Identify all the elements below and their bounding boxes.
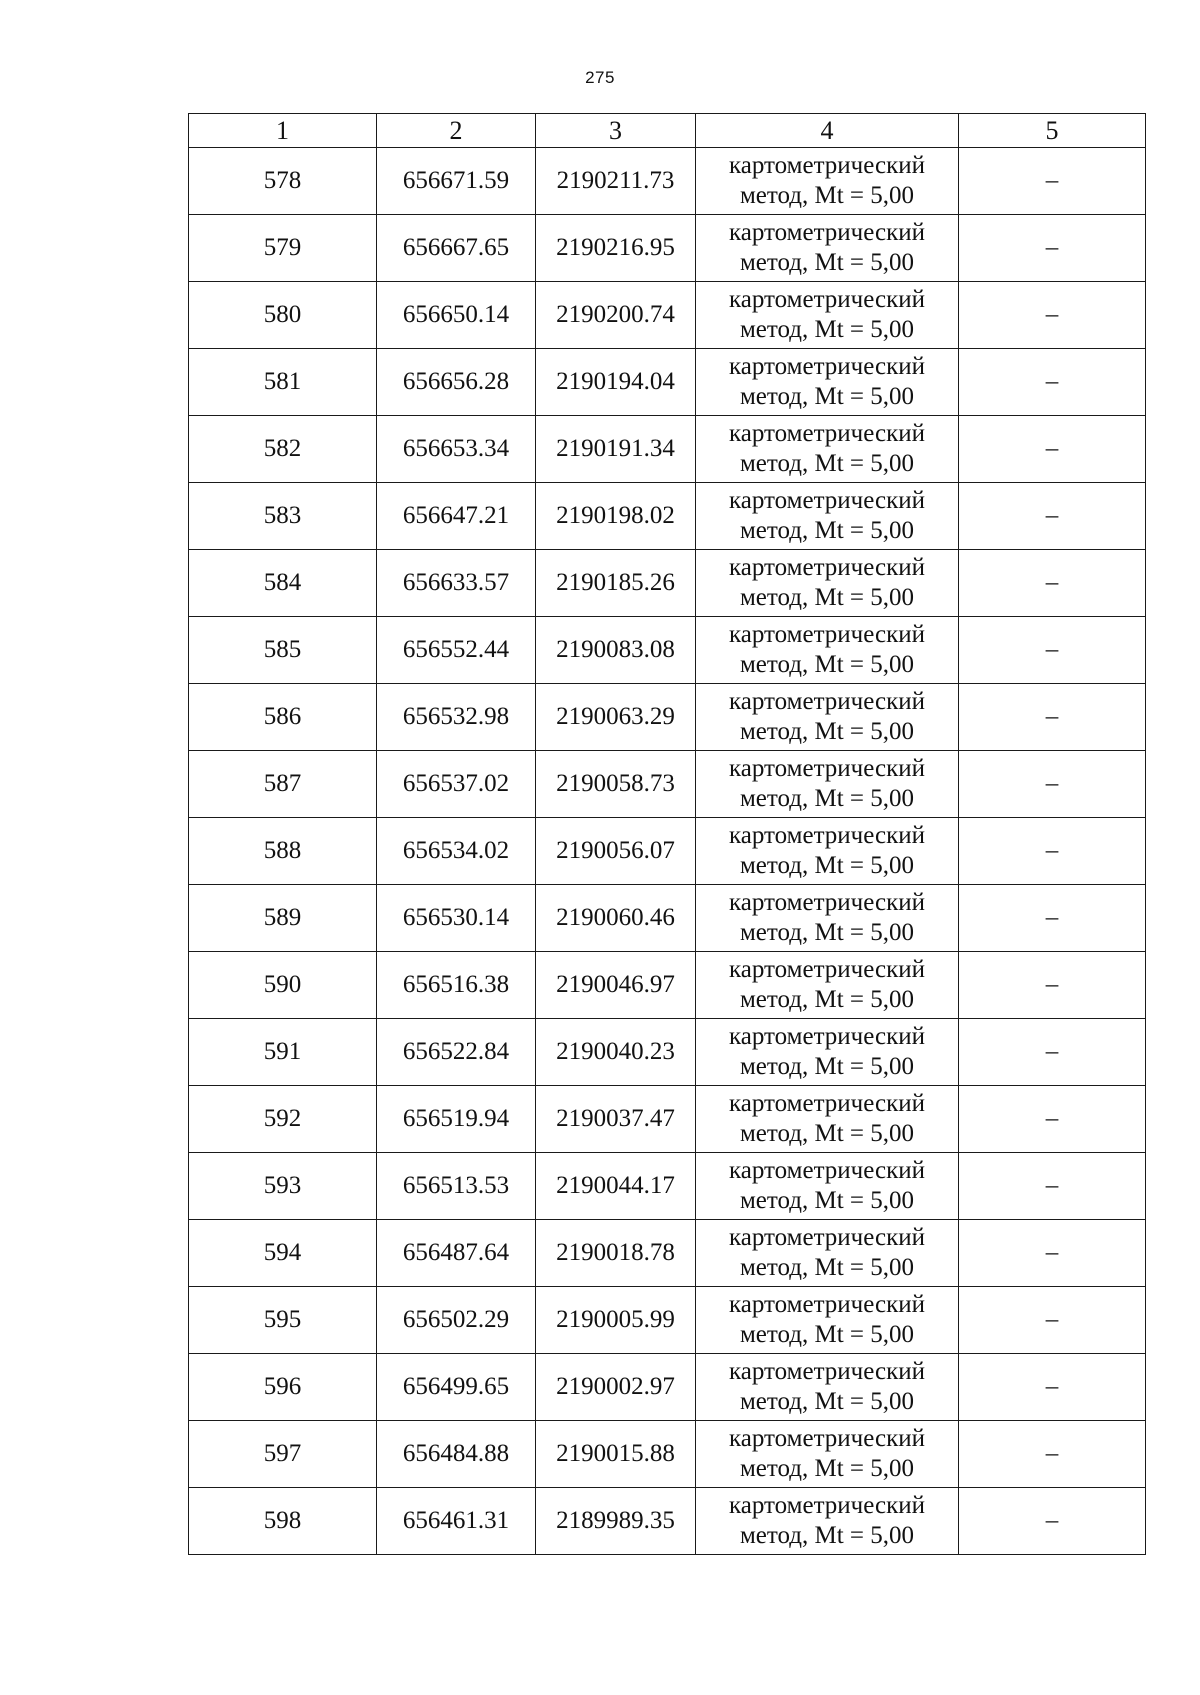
point-number-cell: 596 — [189, 1354, 377, 1421]
method-line-1: картометрический — [729, 487, 925, 514]
point-number-cell: 594 — [189, 1220, 377, 1287]
table-row — [189, 1220, 1146, 1287]
table-row — [189, 617, 1146, 684]
method-cell — [696, 818, 959, 885]
y-coordinate-cell: 2190040.23 — [536, 1019, 696, 1086]
table-row — [189, 952, 1146, 1019]
method-cell — [696, 617, 959, 684]
y-coordinate-cell: 2190200.74 — [536, 282, 696, 349]
note-cell: – — [959, 550, 1146, 617]
method-line-1: картометрический — [729, 1157, 925, 1184]
x-coordinate-cell: 656522.84 — [377, 1019, 536, 1086]
x-coordinate-cell: 656502.29 — [377, 1287, 536, 1354]
method-line-2: метод, Mt = 5,00 — [739, 651, 915, 678]
method-line-2: метод, Mt = 5,00 — [739, 1321, 915, 1348]
x-coordinate-cell: 656534.02 — [377, 818, 536, 885]
method-line-1: картометрический — [729, 152, 925, 179]
y-coordinate-cell: 2189989.35 — [536, 1488, 696, 1555]
note-cell: – — [959, 282, 1146, 349]
coordinates-table — [188, 113, 1146, 1555]
point-number-cell: 597 — [189, 1421, 377, 1488]
point-number-cell: 578 — [189, 148, 377, 215]
table-row — [189, 483, 1146, 550]
point-number-cell: 585 — [189, 617, 377, 684]
note-cell: – — [959, 617, 1146, 684]
point-number-cell: 591 — [189, 1019, 377, 1086]
method-line-2: метод, Mt = 5,00 — [739, 249, 915, 276]
table-row — [189, 1488, 1146, 1555]
column-header-3: 3 — [536, 114, 696, 148]
table-row — [189, 1354, 1146, 1421]
x-coordinate-cell: 656499.65 — [377, 1354, 536, 1421]
note-cell: – — [959, 1153, 1146, 1220]
point-number-cell: 595 — [189, 1287, 377, 1354]
method-cell — [696, 952, 959, 1019]
y-coordinate-cell: 2190216.95 — [536, 215, 696, 282]
method-cell — [696, 215, 959, 282]
table-row — [189, 282, 1146, 349]
method-line-2: метод, Mt = 5,00 — [739, 450, 915, 477]
table-row — [189, 818, 1146, 885]
note-cell: – — [959, 818, 1146, 885]
column-header-1: 1 — [189, 114, 377, 148]
method-line-1: картометрический — [729, 1492, 925, 1519]
method-line-2: метод, Mt = 5,00 — [739, 852, 915, 879]
method-line-2: метод, Mt = 5,00 — [739, 1053, 915, 1080]
y-coordinate-cell: 2190198.02 — [536, 483, 696, 550]
x-coordinate-cell: 656667.65 — [377, 215, 536, 282]
table-body — [189, 148, 1146, 1555]
table-row — [189, 1019, 1146, 1086]
point-number-cell: 581 — [189, 349, 377, 416]
table-row — [189, 215, 1146, 282]
point-number-cell: 583 — [189, 483, 377, 550]
table-row — [189, 349, 1146, 416]
method-line-1: картометрический — [729, 1358, 925, 1385]
method-cell — [696, 1019, 959, 1086]
x-coordinate-cell: 656532.98 — [377, 684, 536, 751]
note-cell: – — [959, 416, 1146, 483]
note-cell: – — [959, 215, 1146, 282]
point-number-cell: 593 — [189, 1153, 377, 1220]
y-coordinate-cell: 2190194.04 — [536, 349, 696, 416]
method-line-2: метод, Mt = 5,00 — [739, 1187, 915, 1214]
method-line-2: метод, Mt = 5,00 — [739, 316, 915, 343]
method-cell — [696, 1488, 959, 1555]
note-cell: – — [959, 1488, 1146, 1555]
method-line-2: метод, Mt = 5,00 — [739, 785, 915, 812]
table-row — [189, 751, 1146, 818]
table-row — [189, 550, 1146, 617]
method-cell — [696, 483, 959, 550]
method-line-1: картометрический — [729, 1023, 925, 1050]
y-coordinate-cell: 2190185.26 — [536, 550, 696, 617]
y-coordinate-cell: 2190063.29 — [536, 684, 696, 751]
point-number-cell: 589 — [189, 885, 377, 952]
method-cell — [696, 1153, 959, 1220]
y-coordinate-cell: 2190058.73 — [536, 751, 696, 818]
method-line-1: картометрический — [729, 420, 925, 447]
note-cell: – — [959, 1086, 1146, 1153]
method-line-1: картометрический — [729, 353, 925, 380]
method-cell — [696, 550, 959, 617]
method-line-2: метод, Mt = 5,00 — [739, 383, 915, 410]
method-line-2: метод, Mt = 5,00 — [739, 1120, 915, 1147]
table-row — [189, 1086, 1146, 1153]
note-cell: – — [959, 349, 1146, 416]
note-cell: – — [959, 885, 1146, 952]
method-line-2: метод, Mt = 5,00 — [739, 182, 915, 209]
method-cell — [696, 684, 959, 751]
method-line-1: картометрический — [729, 286, 925, 313]
note-cell: – — [959, 1354, 1146, 1421]
x-coordinate-cell: 656647.21 — [377, 483, 536, 550]
page-number: 275 — [585, 68, 615, 87]
method-cell — [696, 751, 959, 818]
point-number-cell: 586 — [189, 684, 377, 751]
y-coordinate-cell: 2190211.73 — [536, 148, 696, 215]
method-cell — [696, 282, 959, 349]
x-coordinate-cell: 656537.02 — [377, 751, 536, 818]
method-line-1: картометрический — [729, 889, 925, 916]
method-line-2: метод, Mt = 5,00 — [739, 986, 915, 1013]
note-cell: – — [959, 483, 1146, 550]
method-line-1: картометрический — [729, 755, 925, 782]
x-coordinate-cell: 656484.88 — [377, 1421, 536, 1488]
note-cell: – — [959, 952, 1146, 1019]
method-line-2: метод, Mt = 5,00 — [739, 1455, 915, 1482]
x-coordinate-cell: 656516.38 — [377, 952, 536, 1019]
table-row — [189, 1287, 1146, 1354]
method-line-1: картометрический — [729, 219, 925, 246]
y-coordinate-cell: 2190002.97 — [536, 1354, 696, 1421]
x-coordinate-cell: 656671.59 — [377, 148, 536, 215]
x-coordinate-cell: 656552.44 — [377, 617, 536, 684]
y-coordinate-cell: 2190046.97 — [536, 952, 696, 1019]
column-header-2: 2 — [377, 114, 536, 148]
point-number-cell: 592 — [189, 1086, 377, 1153]
y-coordinate-cell: 2190060.46 — [536, 885, 696, 952]
method-line-1: картометрический — [729, 1090, 925, 1117]
column-header-4: 4 — [696, 114, 959, 148]
method-line-2: метод, Mt = 5,00 — [739, 1522, 915, 1549]
point-number-cell: 590 — [189, 952, 377, 1019]
method-line-1: картометрический — [729, 822, 925, 849]
point-number-cell: 579 — [189, 215, 377, 282]
point-number-cell: 580 — [189, 282, 377, 349]
method-line-2: метод, Mt = 5,00 — [739, 517, 915, 544]
table-row — [189, 684, 1146, 751]
note-cell: – — [959, 684, 1146, 751]
method-cell — [696, 1220, 959, 1287]
x-coordinate-cell: 656633.57 — [377, 550, 536, 617]
y-coordinate-cell: 2190191.34 — [536, 416, 696, 483]
method-cell — [696, 349, 959, 416]
x-coordinate-cell: 656653.34 — [377, 416, 536, 483]
y-coordinate-cell: 2190005.99 — [536, 1287, 696, 1354]
point-number-cell: 598 — [189, 1488, 377, 1555]
method-line-2: метод, Mt = 5,00 — [739, 718, 915, 745]
method-line-1: картометрический — [729, 1291, 925, 1318]
point-number-cell: 582 — [189, 416, 377, 483]
method-line-1: картометрический — [729, 956, 925, 983]
method-line-2: метод, Mt = 5,00 — [739, 584, 915, 611]
note-cell: – — [959, 751, 1146, 818]
x-coordinate-cell: 656519.94 — [377, 1086, 536, 1153]
method-cell — [696, 1421, 959, 1488]
method-cell — [696, 1086, 959, 1153]
note-cell: – — [959, 1287, 1146, 1354]
method-cell — [696, 416, 959, 483]
method-line-1: картометрический — [729, 688, 925, 715]
method-cell — [696, 148, 959, 215]
method-line-1: картометрический — [729, 621, 925, 648]
header-row — [189, 114, 1146, 148]
note-cell: – — [959, 148, 1146, 215]
table-row — [189, 1421, 1146, 1488]
method-cell — [696, 1354, 959, 1421]
note-cell: – — [959, 1421, 1146, 1488]
method-line-1: картометрический — [729, 1425, 925, 1452]
table-row — [189, 1153, 1146, 1220]
column-header-5: 5 — [959, 114, 1146, 148]
x-coordinate-cell: 656487.64 — [377, 1220, 536, 1287]
y-coordinate-cell: 2190018.78 — [536, 1220, 696, 1287]
table-row — [189, 416, 1146, 483]
y-coordinate-cell: 2190037.47 — [536, 1086, 696, 1153]
point-number-cell: 584 — [189, 550, 377, 617]
note-cell: – — [959, 1019, 1146, 1086]
method-cell — [696, 1287, 959, 1354]
y-coordinate-cell: 2190083.08 — [536, 617, 696, 684]
y-coordinate-cell: 2190056.07 — [536, 818, 696, 885]
note-cell: – — [959, 1220, 1146, 1287]
point-number-cell: 588 — [189, 818, 377, 885]
table-header — [189, 114, 1146, 148]
y-coordinate-cell: 2190044.17 — [536, 1153, 696, 1220]
x-coordinate-cell: 656513.53 — [377, 1153, 536, 1220]
x-coordinate-cell: 656656.28 — [377, 349, 536, 416]
method-cell — [696, 885, 959, 952]
method-line-2: метод, Mt = 5,00 — [739, 1388, 915, 1415]
table-row — [189, 148, 1146, 215]
method-line-1: картометрический — [729, 554, 925, 581]
x-coordinate-cell: 656650.14 — [377, 282, 536, 349]
method-line-2: метод, Mt = 5,00 — [739, 1254, 915, 1281]
x-coordinate-cell: 656530.14 — [377, 885, 536, 952]
point-number-cell: 587 — [189, 751, 377, 818]
method-line-1: картометрический — [729, 1224, 925, 1251]
x-coordinate-cell: 656461.31 — [377, 1488, 536, 1555]
table-row — [189, 885, 1146, 952]
method-line-2: метод, Mt = 5,00 — [739, 919, 915, 946]
y-coordinate-cell: 2190015.88 — [536, 1421, 696, 1488]
